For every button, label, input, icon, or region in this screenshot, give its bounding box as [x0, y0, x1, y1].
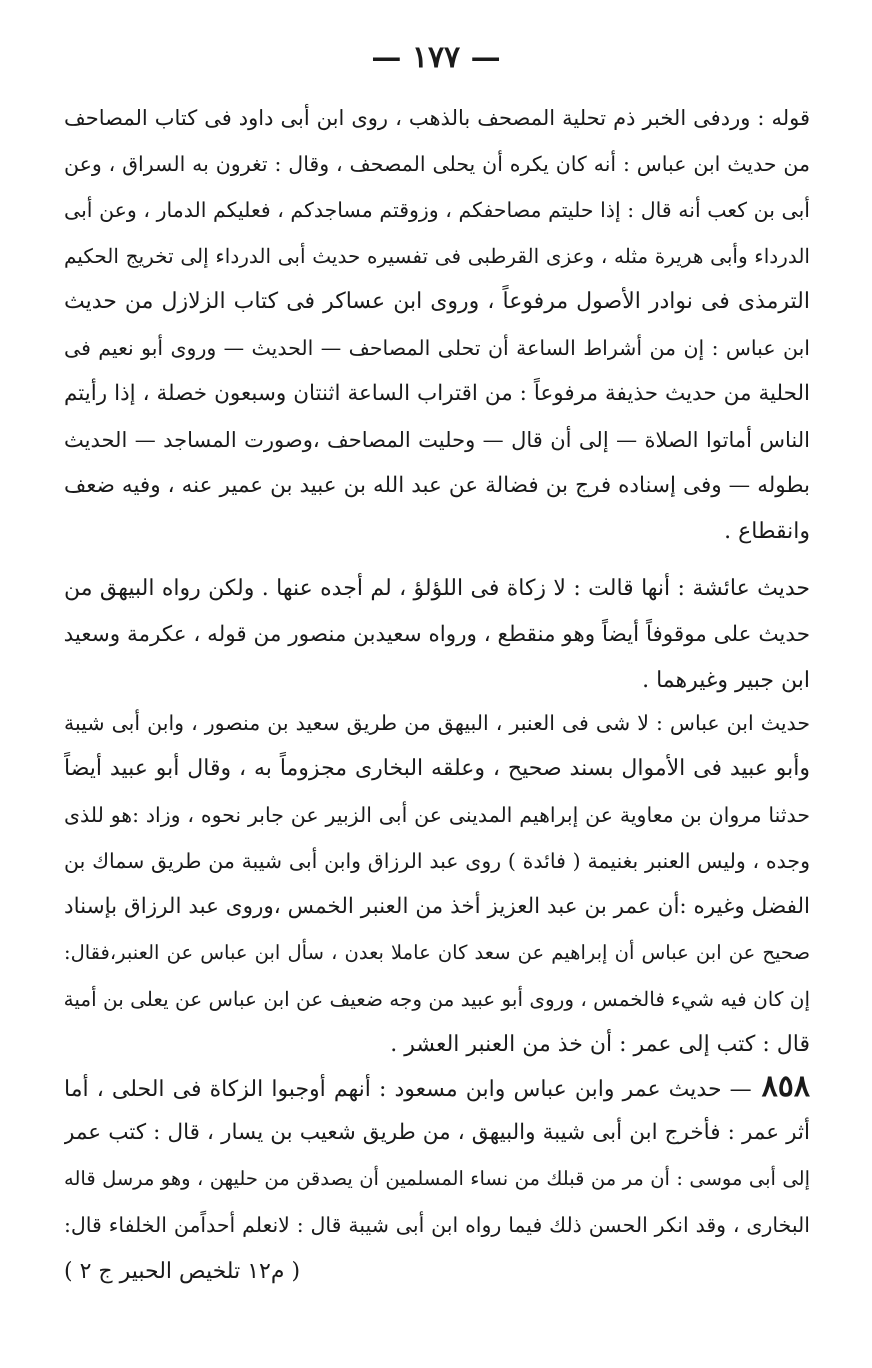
paragraph-1 — [64, 95, 810, 555]
footer-reference: ( م١٢ تلخيص الحبير ج ٢ ) — [64, 1259, 301, 1284]
text-line: حديث ابن عباس : لا شى فى العنبر ، البيهق من طريق سعيد بن منصور ، وابن أبى شيبة — [64, 711, 810, 735]
entry-number: ٨٥٨ — [761, 1069, 810, 1104]
text-line: الحلية من حديث حذيفة مرفوعاً : من اقتراب الساعة اثنتان وسبعون خصلة ، إذا رأيتم — [64, 381, 810, 406]
text-line: إن كان فيه شيء فالخمس ، وروى أبو عبيد من وجه ضعيف عن ابن عباس عن يعلى بن أمية — [64, 987, 810, 1011]
text-line: الدرداء وأبى هريرة مثله ، وعزى القرطبى فى تفسيره حديث أبى الدرداء إلى تخريج الحكيم — [64, 244, 810, 268]
text-line: وجده ، وليس العنبر بغنيمة ( فائدة ) روى عبد الرزاق وابن أبى شيبة من طريق سماك بن — [64, 849, 810, 873]
text-line: حديث عائشة : أنها قالت : لا زكاة فى اللؤلؤ ، لم أجده عنها . ولكن رواه البيهق من — [64, 576, 810, 601]
numbered-entry-line — [64, 1064, 810, 1110]
text-line: وأبو عبيد فى الأموال بسند صحيح ، وعلقه البخارى مجزوماً به ، وقال أبو عبيد أيضاً — [64, 756, 810, 781]
text-line: من حديث ابن عباس : أنه كان يكره أن يحلى المصحف ، وقال : تغرون به السراق ، وعن — [64, 152, 810, 176]
text-line: الناس أماتوا الصلاة — إلى أن قال — وحليت المصاحف ،وصورت المساجد — الحديث — [64, 428, 810, 452]
text-line: صحيح عن ابن عباس أن إبراهيم عن سعد كان عاملا بعدن ، سأل ابن عباس عن العنبر،فقال: — [64, 941, 810, 964]
text-line: الترمذى فى نوادر الأصول مرفوعاً ، وروى ابن عساكر فى كتاب الزلازل من حديث — [64, 289, 810, 314]
text-line: أبى بن كعب أنه قال : إذا حليتم مصاحفكم ، وزوقتم مساجدكم ، فعليكم الدمار ، وعن أبى — [64, 198, 810, 222]
page-number: — ١٧٧ — — [371, 40, 501, 75]
paragraph-2 — [64, 566, 810, 704]
text-line: وانقطاع . — [724, 519, 810, 544]
text-line: قوله : وردفى الخبر ذم تحلية المصحف بالذهب ، روى ابن أبى داود فى كتاب المصاحف — [64, 106, 810, 130]
text-line: ابن جبير وغيرهما . — [642, 668, 810, 693]
paragraph-3 — [64, 700, 810, 1068]
text-line: — حديث عمر وابن عباس وابن مسعود : أنهم أوجبوا الزكاة فى الحلى ، أما — [64, 1077, 752, 1102]
text-line: أثر عمر : فأخرج ابن أبى شيبة والبيهق ، من طريق شعيب بن يسار ، قال : كتب عمر — [64, 1120, 810, 1145]
text-line: حديث على موقوفاً أيضاً وهو منقطع ، ورواه سعيدبن منصور من قوله ، عكرمة وسعيد — [64, 622, 810, 647]
paragraph-4 — [64, 1064, 810, 1248]
text-line: البخارى ، وقد انكر الحسن ذلك فيما رواه ابن أبى شيبة قال : لانعلم أحداًمن الخلفاء قال: — [64, 1213, 810, 1237]
text-line: بطوله — وفى إسناده فرج بن فضالة عن عبد الله بن عبيد بن عمير عنه ، وفيه ضعف — [64, 473, 810, 498]
text-line: الفضل وغيره :أن عمر بن عبد العزيز أخذ من العنبر الخمس ،وروى عبد الرزاق بإسناد — [64, 894, 810, 919]
text-line: ابن عباس : إن من أشراط الساعة أن تحلى المصاحف — الحديث — وروى أبو نعيم فى — [64, 336, 810, 360]
text-line: حدثنا مروان بن معاوية عن إبراهيم المدينى عن أبى الزبير عن جابر نحوه ، وزاد :هو للذى — [64, 803, 810, 827]
text-line: إلى أبى موسى : أن مر من قبلك من نساء المسلمين أن يصدقن من حليهن ، وهو مرسل قاله — [64, 1167, 810, 1190]
text-line: قال : كتب إلى عمر : أن خذ من العنبر العشر . — [390, 1032, 810, 1057]
